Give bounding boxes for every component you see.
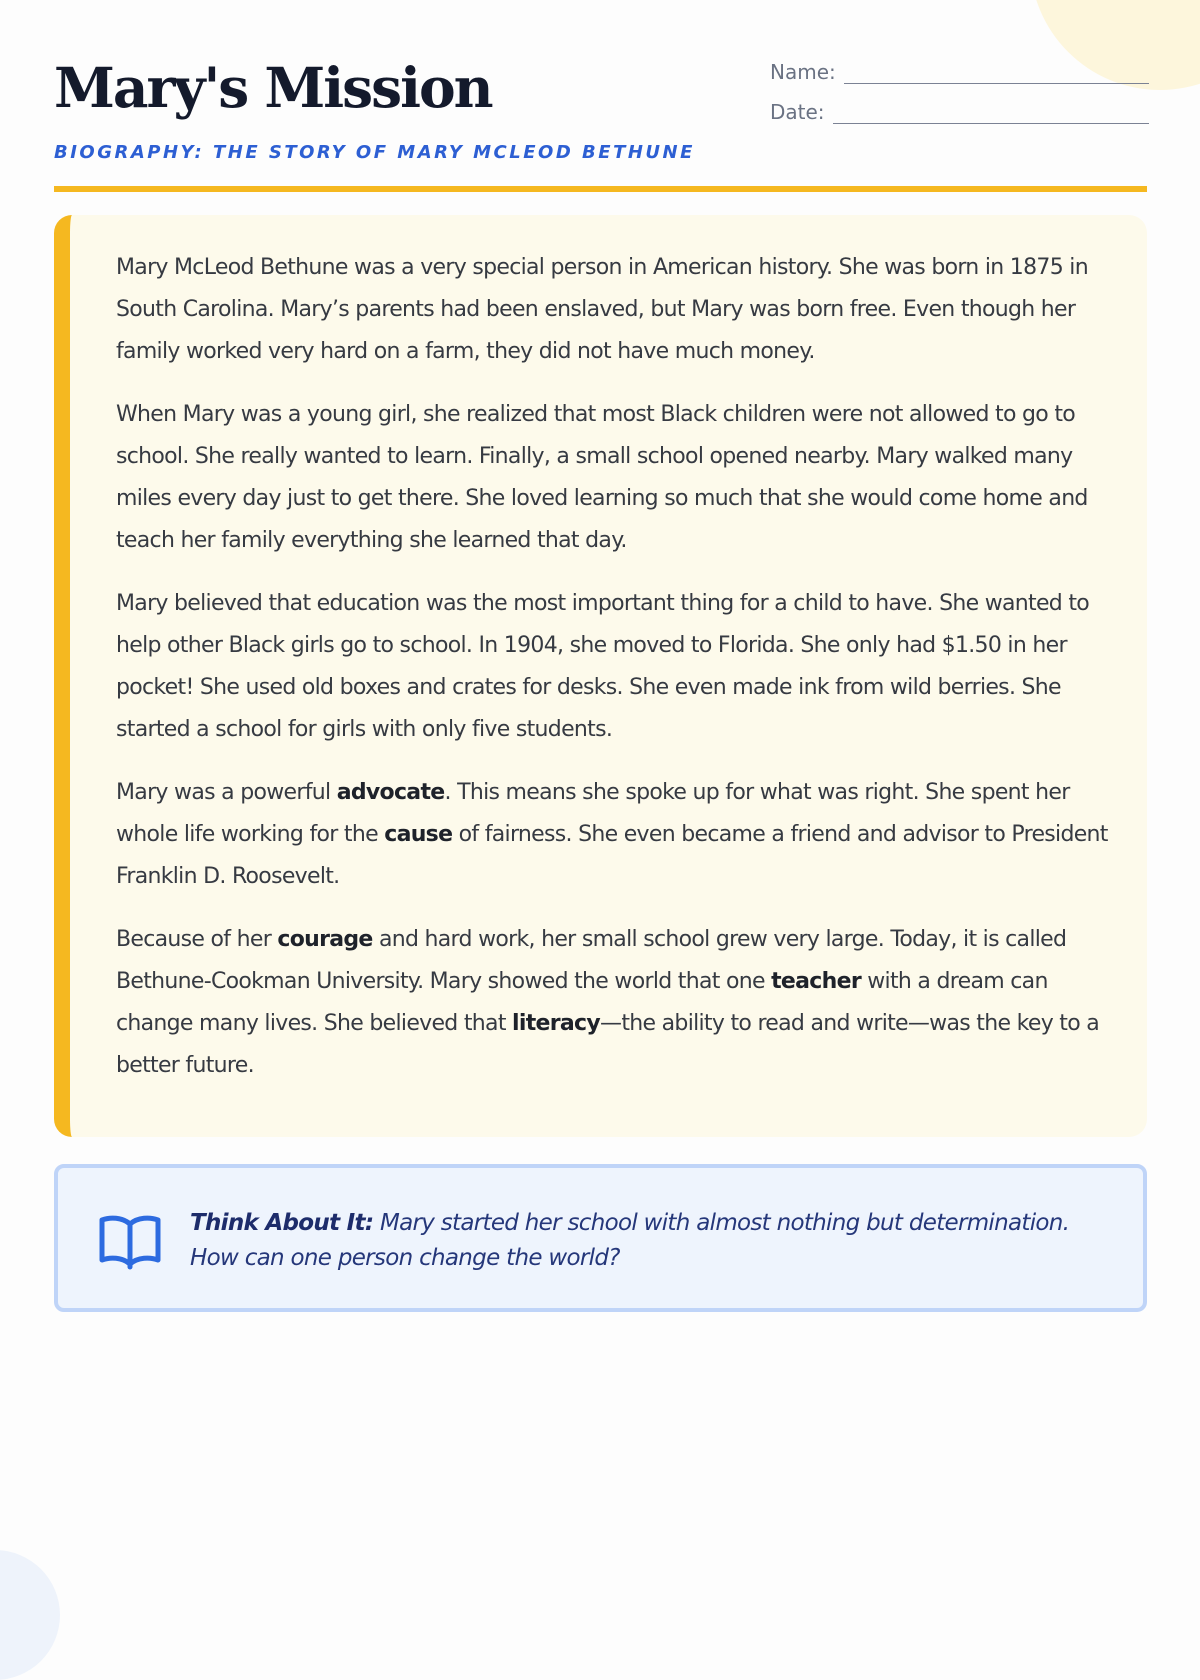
story-passage (54, 215, 1147, 1137)
story-paragraph-5 (116, 919, 1115, 1087)
vocab-word-cause: cause (384, 822, 453, 847)
name-blank[interactable] (844, 63, 1149, 84)
page-title: Mary's Mission (54, 55, 492, 120)
worksheet-header (54, 50, 1147, 192)
think-about-it-box (54, 1164, 1147, 1312)
vocab-word-literacy: literacy (512, 1011, 601, 1036)
think-about-it-question: Mary started her school with almost nothing but determination. How can one person change the world? (190, 1210, 1070, 1271)
date-label: Date: (770, 100, 825, 124)
page-subtitle: BIOGRAPHY: THE STORY OF MARY MCLEOD BETHUNE (54, 142, 695, 163)
name-label: Name: (770, 60, 836, 84)
paragraph-text: of fairness. She even became a friend and advisor to President Franklin D. Roosevelt. (116, 822, 1108, 889)
paragraph-text: and hard work, her small school grew very large. Today, it is called Bethune-Cookman University. Mary showed the world that one (116, 927, 1067, 994)
story-paragraph-1: Mary McLeod Bethune was a very special person in American history. She was born in 1875 in South Carolina. Mary’s parents had been enslaved, but Mary was born free. Even though her family worked very hard on a farm, they did not have much money. (116, 255, 1088, 364)
paragraph-text: with a dream can change many lives. She believed that (116, 969, 1048, 1036)
name-row (770, 56, 1149, 84)
student-info (770, 56, 1149, 136)
date-row (770, 96, 1149, 124)
think-about-it-label: Think About It: (190, 1210, 374, 1236)
story-paragraph-2: When Mary was a young girl, she realized that most Black children were not allowed to go to school. She really wanted to learn. Finally, a small school opened nearby. Mary walked many miles every day just to get there. She loved learning so much that she would come home and teach her family everything she learned that day. (116, 402, 1088, 553)
think-about-it-text (190, 1206, 1110, 1276)
vocab-word-advocate: advocate (336, 780, 445, 805)
vocab-word-courage: courage (277, 927, 373, 952)
story-paragraph-4 (116, 772, 1115, 898)
story-paragraph-3: Mary believed that education was the most important thing for a child to have. She wanted to help other Black girls go to school. In 1904, she moved to Florida. She only had $1.50 in her pocket! She used old boxes and crates for desks. She even made ink from wild berries. She started a school for girls with only five students. (116, 591, 1090, 742)
paragraph-text: —the ability to read and write—was the key to a better future. (116, 1011, 1100, 1078)
decorative-circle-bottom (0, 1550, 60, 1680)
paragraph-text: Mary was a powerful (116, 780, 337, 805)
open-book-icon (98, 1212, 162, 1270)
paragraph-text: . This means she spoke up for what was right. She spent her whole life working for the (116, 780, 1070, 847)
date-blank[interactable] (833, 103, 1149, 124)
paragraph-text: Because of her (116, 927, 278, 952)
vocab-word-teacher: teacher (771, 969, 861, 994)
